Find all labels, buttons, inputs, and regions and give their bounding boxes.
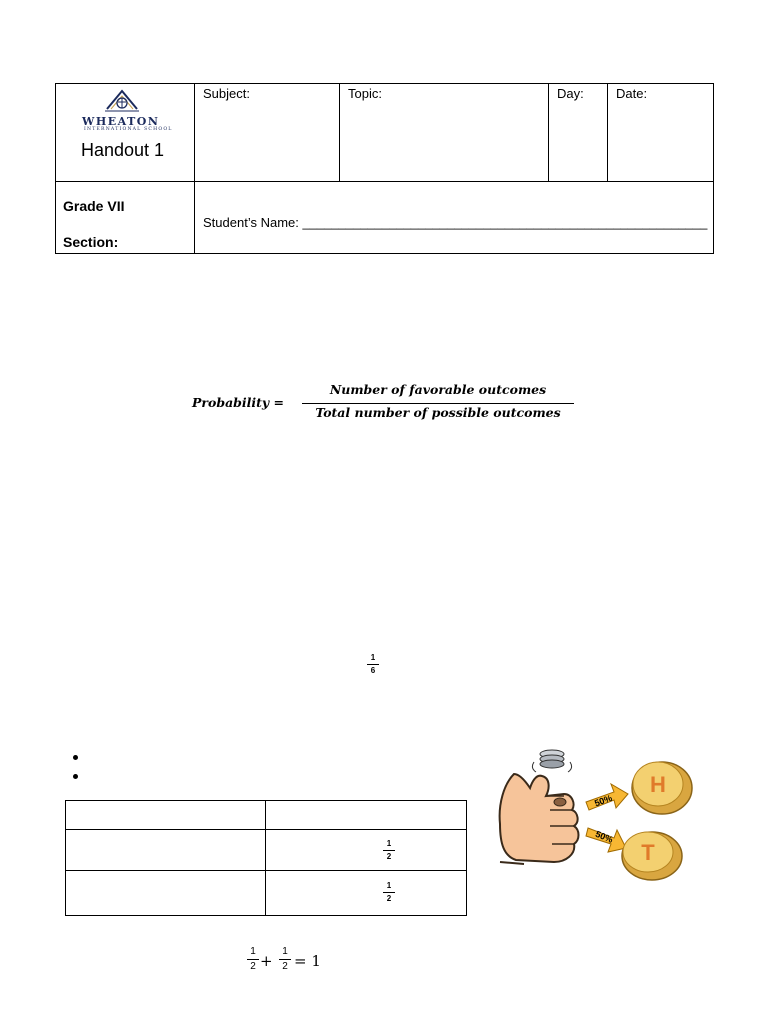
flipping-coin-icon	[532, 750, 571, 772]
fraction-bar	[247, 959, 259, 960]
school-crest-icon	[105, 89, 139, 115]
day-cell[interactable]	[549, 84, 608, 182]
arrow-icon	[586, 784, 628, 810]
topic-label: Topic:	[348, 86, 382, 101]
fraction-denominator: 2	[250, 961, 256, 972]
tails-coin-icon	[622, 832, 682, 880]
fraction-bar	[279, 959, 291, 960]
table-cell	[66, 871, 266, 916]
section-label: Section:	[63, 234, 119, 250]
fraction-denominator: 2	[386, 852, 392, 861]
student-name-cell[interactable]	[195, 182, 714, 254]
table-row	[66, 830, 467, 871]
outcome-fraction	[382, 881, 396, 904]
fraction-numerator: 1	[386, 881, 392, 890]
table-cell	[266, 871, 467, 916]
table-cell	[266, 830, 467, 871]
probability-formula	[192, 382, 592, 426]
grade-cell	[56, 182, 195, 254]
school-name: WHEATON	[82, 115, 160, 128]
formula-fraction-bar	[302, 403, 574, 404]
die-fraction	[366, 653, 380, 676]
hand-icon	[500, 774, 579, 864]
school-subtitle: INTERNATIONAL SCHOOL	[84, 127, 173, 132]
grade-label: Grade VII	[63, 198, 125, 214]
fraction-numerator: 1	[386, 839, 392, 848]
die-fraction-numerator: 1	[370, 653, 376, 662]
formula-numerator: Number of favorable outcomes	[329, 382, 547, 397]
heads-coin-icon	[632, 762, 692, 814]
table-row	[66, 871, 467, 916]
die-fraction-bar	[367, 664, 379, 665]
die-fraction-denominator: 6	[370, 666, 376, 675]
plus-sign: +	[260, 952, 273, 970]
coin-toss-illustration	[494, 744, 700, 886]
fraction-bar	[383, 892, 395, 893]
fraction-bar	[383, 850, 395, 851]
formula-denominator: Total number of possible outcomes	[315, 405, 561, 420]
date-label: Date:	[616, 86, 648, 101]
date-cell[interactable]	[608, 84, 714, 182]
day-label: Day:	[557, 86, 584, 101]
fraction-denominator: 2	[386, 894, 392, 903]
fraction-denominator: 2	[282, 961, 288, 972]
outcome-fraction	[382, 839, 396, 862]
table-cell	[66, 830, 266, 871]
subject-cell[interactable]	[195, 84, 340, 182]
heads-letter: H	[650, 772, 666, 797]
fraction-numerator: 1	[282, 946, 288, 957]
equation-fraction	[246, 946, 260, 973]
arrow-icon	[586, 828, 626, 852]
formula-lhs: Probability =	[192, 395, 285, 410]
fraction-numerator: 1	[250, 946, 256, 957]
subject-label: Subject:	[203, 86, 250, 101]
topic-cell[interactable]	[340, 84, 549, 182]
bullet-point	[73, 755, 78, 760]
header-table	[55, 83, 714, 254]
heads-percent-label: 50%	[593, 792, 614, 809]
outcome-table	[65, 800, 467, 916]
student-name-label: Student’s Name: ________________________________________________________	[203, 215, 708, 230]
equation-rhs: = 1	[294, 952, 321, 970]
table-cell	[266, 801, 467, 830]
equation-fraction	[278, 946, 292, 973]
logo-cell	[56, 84, 195, 182]
tails-percent-label: 50%	[593, 828, 615, 845]
bullet-point	[73, 774, 78, 779]
table-row	[66, 801, 467, 830]
handout-title: Handout 1	[81, 140, 165, 160]
tails-letter: T	[641, 840, 655, 865]
table-cell	[66, 801, 266, 830]
